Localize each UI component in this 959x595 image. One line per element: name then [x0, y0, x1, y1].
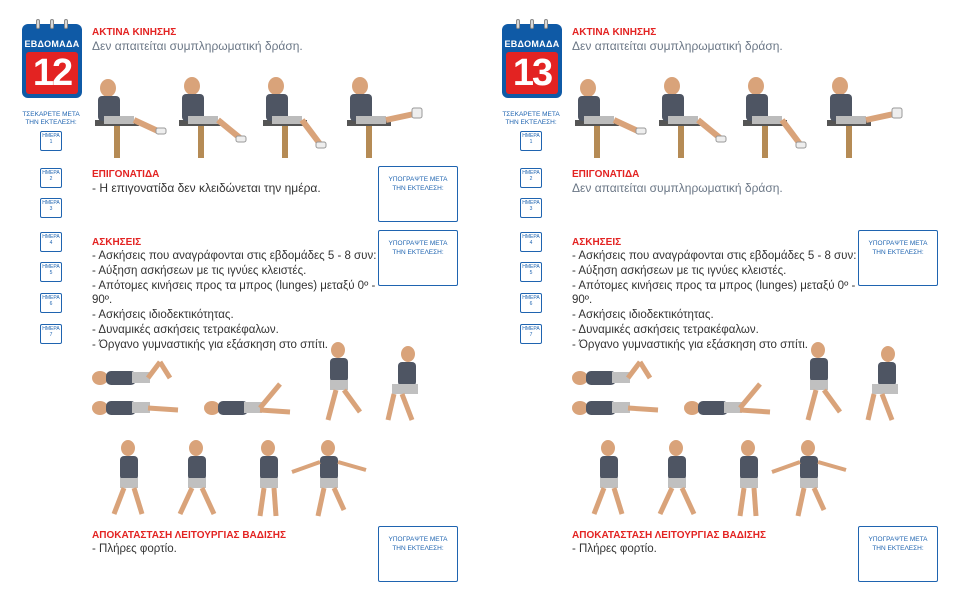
figure-lying-1	[92, 362, 170, 385]
calendar-week-12-icon	[22, 24, 82, 98]
figure-lying-3	[204, 384, 290, 415]
week-12-page	[0, 0, 479, 595]
figure-lying-2	[572, 401, 658, 415]
day-7-checkbox[interactable]: ΗΜΕΡΑ 7	[520, 324, 542, 344]
figure-sitting-2	[179, 77, 246, 158]
figure-sitting-1	[95, 79, 166, 158]
exercise-item: - Όργανο γυμναστικής για εξάσκηση στο σπίτι.	[92, 338, 328, 351]
day-7-checkbox[interactable]: ΗΜΕΡΑ 7	[40, 324, 62, 344]
day-5-checkbox[interactable]: ΗΜΕΡΑ 5	[40, 262, 62, 282]
figure-sitting-4	[827, 77, 902, 158]
week-number: 13	[506, 52, 558, 94]
figure-sitting-3	[743, 77, 806, 158]
figure-sitting-1	[575, 79, 646, 158]
figure-seated-chair	[868, 346, 898, 420]
figure-balance	[772, 440, 846, 516]
patella-text: Δεν απαιτείται συμπληρωματική δράση.	[572, 181, 783, 195]
exercises-title: ΑΣΚΗΣΕΙΣ	[92, 237, 142, 248]
movement-text: Δεν απαιτείται συμπληρωματική δράση.	[572, 39, 783, 53]
exercise-item: - Ασκήσεις ιδιοδεκτικότητας.	[92, 309, 234, 322]
exercise-item: - Ασκήσεις ιδιοδεκτικότητας.	[572, 309, 714, 322]
patella-text: - Η επιγονατίδα δεν κλειδώνεται την ημέρα.	[92, 181, 321, 195]
figure-lying-2	[92, 401, 178, 415]
exercises-title: ΑΣΚΗΣΕΙΣ	[572, 237, 622, 248]
week-13-page	[480, 0, 959, 595]
figure-balance	[292, 440, 366, 516]
patella-title: ΕΠΙΓΟΝΑΤΙΔΑ	[92, 169, 160, 180]
figure-sitting-4	[347, 77, 422, 158]
week-label: ΕΒΔΟΜΑΔΑ	[504, 39, 560, 49]
exercise-item: - Απότομες κινήσεις προς τα μπρος (lunges) μεταξύ 0º - 90º.	[92, 279, 376, 307]
sign-box-exercises[interactable]: ΥΠΟΓΡΑΨΤΕ ΜΕΤΑ ΤΗΝ ΕΚΤΕΛΕΣΗ:	[858, 230, 938, 286]
sign-box-gait[interactable]: ΥΠΟΓΡΑΨΤΕ ΜΕΤΑ ΤΗΝ ΕΚΤΕΛΕΣΗ:	[858, 526, 938, 582]
movement-text: Δεν απαιτείται συμπληρωματική δράση.	[92, 39, 303, 53]
week-label: ΕΒΔΟΜΑΔΑ	[24, 39, 80, 49]
figure-lunge-2	[180, 440, 214, 514]
day-4-checkbox[interactable]: ΗΜΕΡΑ 4	[40, 232, 62, 252]
day-5-checkbox[interactable]: ΗΜΕΡΑ 5	[520, 262, 542, 282]
figure-seated-chair	[388, 346, 418, 420]
figure-lunge-1	[594, 440, 622, 514]
exercise-item: - Δυναμικές ασκήσεις τετρακέφαλων.	[572, 323, 759, 336]
day-2-checkbox[interactable]: ΗΜΕΡΑ 2	[40, 168, 62, 188]
figure-lunge-3	[260, 440, 278, 516]
seated-leg-extension-figures	[90, 72, 460, 162]
figure-standing-stretch	[808, 342, 840, 420]
exercise-item: - Απότομες κινήσεις προς τα μπρος (lunges) μεταξύ 0º - 90º.	[572, 279, 856, 307]
sign-box-exercises[interactable]: ΥΠΟΓΡΑΨΤΕ ΜΕΤΑ ΤΗΝ ΕΚΤΕΛΕΣΗ:	[378, 230, 458, 286]
week-number: 12	[26, 52, 78, 94]
exercises-list	[92, 249, 382, 353]
gait-text: - Πλήρες φορτίο.	[92, 543, 177, 555]
calendar-week-13-icon	[502, 24, 562, 98]
exercise-photos	[568, 340, 938, 520]
patella-title: ΕΠΙΓΟΝΑΤΙΔΑ	[572, 169, 640, 180]
gait-title: ΑΠΟΚΑΤΑΣΤΑΣΗ ΛΕΙΤΟΥΡΓΙΑΣ ΒΑΔΙΣΗΣ	[92, 530, 286, 541]
exercise-item: - Αύξηση ασκήσεων με τις ιγνύες κλειστές.	[572, 264, 787, 277]
exercise-item: - Δυναμικές ασκήσεις τετρακέφαλων.	[92, 323, 279, 336]
day-6-checkbox[interactable]: ΗΜΕΡΑ 6	[40, 293, 62, 313]
figure-lying-3	[684, 384, 770, 415]
exercise-item: - Όργανο γυμναστικής για εξάσκηση στο σπίτι.	[572, 338, 808, 351]
movement-title: ΑΚΤΙΝΑ ΚΙΝΗΣΗΣ	[92, 27, 177, 38]
exercise-item: - Ασκήσεις που αναγράφονται στις εβδομάδες 5 - 8 συν:	[572, 250, 857, 262]
day-2-checkbox[interactable]: ΗΜΕΡΑ 2	[520, 168, 542, 188]
check-label: ΤΣΕΚΑΡΕΤΕ ΜΕΤΑ ΤΗΝ ΕΚΤΕΛΕΣΗ:	[502, 111, 560, 126]
sign-box-patella[interactable]: ΥΠΟΓΡΑΨΤΕ ΜΕΤΑ ΤΗΝ ΕΚΤΕΛΕΣΗ:	[378, 166, 458, 222]
day-1-checkbox[interactable]: ΗΜΕΡΑ 1	[520, 131, 542, 151]
figure-standing-stretch	[328, 342, 360, 420]
day-6-checkbox[interactable]: ΗΜΕΡΑ 6	[520, 293, 542, 313]
day-3-checkbox[interactable]: ΗΜΕΡΑ 3	[40, 198, 62, 218]
day-3-checkbox[interactable]: ΗΜΕΡΑ 3	[520, 198, 542, 218]
sign-box-gait[interactable]: ΥΠΟΓΡΑΨΤΕ ΜΕΤΑ ΤΗΝ ΕΚΤΕΛΕΣΗ:	[378, 526, 458, 582]
figure-lying-1	[572, 362, 650, 385]
day-1-checkbox[interactable]: ΗΜΕΡΑ 1	[40, 131, 62, 151]
figure-lunge-1	[114, 440, 142, 514]
exercises-list	[572, 249, 862, 353]
figure-sitting-3	[263, 77, 326, 158]
gait-title: ΑΠΟΚΑΤΑΣΤΑΣΗ ΛΕΙΤΟΥΡΓΙΑΣ ΒΑΔΙΣΗΣ	[572, 530, 766, 541]
figure-lunge-3	[740, 440, 758, 516]
exercise-item: - Ασκήσεις που αναγράφονται στις εβδομάδες 5 - 8 συν:	[92, 250, 377, 262]
figure-lunge-2	[660, 440, 694, 514]
gait-text: - Πλήρες φορτίο.	[572, 543, 657, 555]
exercise-photos	[88, 340, 458, 520]
check-label: ΤΣΕΚΑΡΕΤΕ ΜΕΤΑ ΤΗΝ ΕΚΤΕΛΕΣΗ:	[22, 111, 80, 126]
movement-title: ΑΚΤΙΝΑ ΚΙΝΗΣΗΣ	[572, 27, 657, 38]
exercise-item: - Αύξηση ασκήσεων με τις ιγνύες κλειστές.	[92, 264, 307, 277]
seated-leg-extension-figures	[570, 72, 940, 162]
figure-sitting-2	[659, 77, 726, 158]
day-4-checkbox[interactable]: ΗΜΕΡΑ 4	[520, 232, 542, 252]
